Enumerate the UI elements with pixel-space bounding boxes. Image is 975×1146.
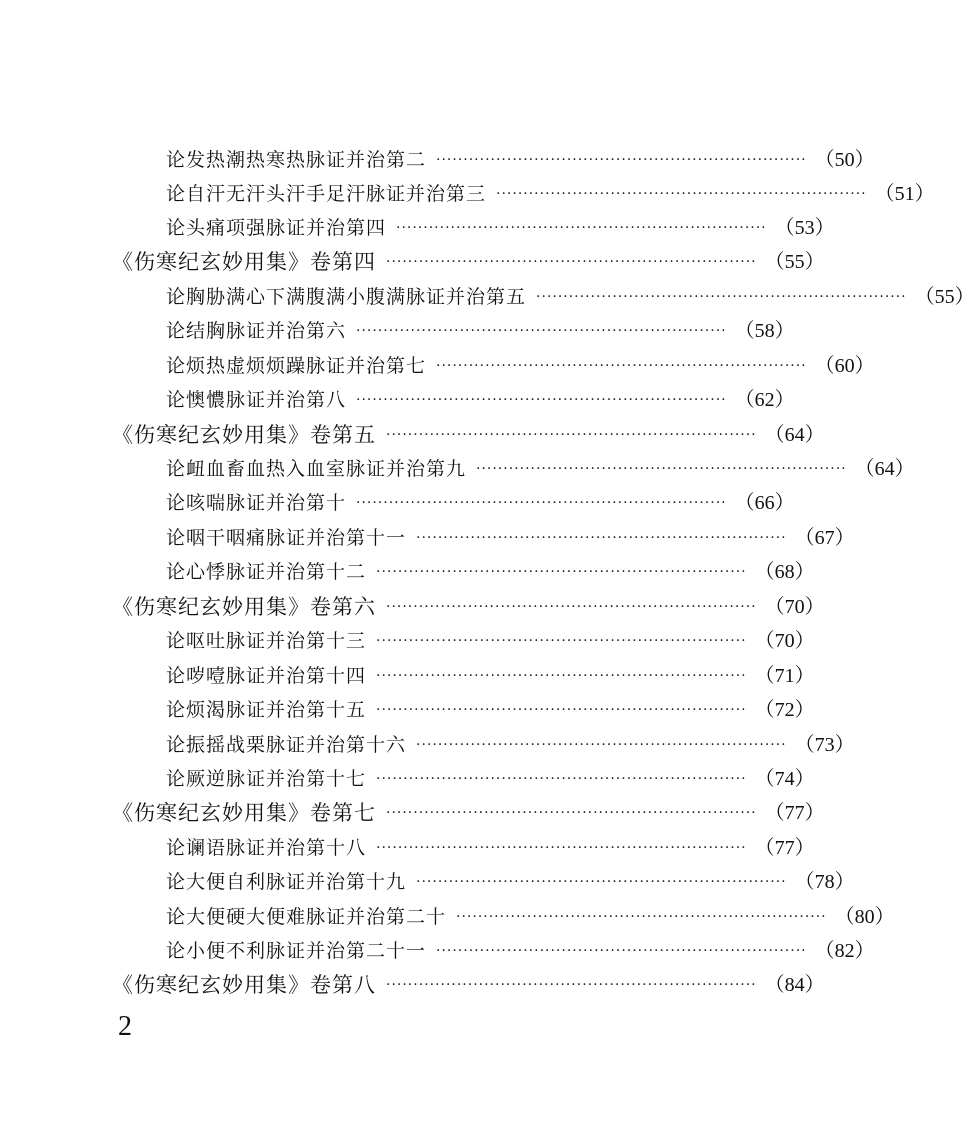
toc-entry-page: （70） [754, 630, 815, 652]
dot-leader: ···································································· [376, 771, 747, 787]
dot-leader: ···································································· [376, 702, 747, 718]
dot-leader: ···································································· [376, 840, 747, 856]
toc-entry-page: （55） [914, 286, 975, 308]
toc-entry-title: 论大便硬大便难脉证并治第二十 [166, 906, 447, 928]
toc-entry-page: （68） [754, 561, 815, 583]
toc-entry-page: （53） [774, 217, 835, 239]
dot-leader: ···································································· [356, 495, 727, 511]
dot-leader: ···································································· [396, 220, 767, 236]
toc-entry[interactable] [166, 280, 975, 314]
toc-entry[interactable] [166, 211, 835, 245]
toc-entry[interactable] [166, 314, 795, 348]
toc-volume-title: 《伤寒纪玄妙用集》卷第五 [112, 423, 376, 447]
dot-leader: ···································································· [356, 323, 727, 339]
toc-entry-page: （64） [764, 424, 825, 446]
toc-entry[interactable] [166, 728, 855, 762]
toc-entry-title: 论呕吐脉证并治第十三 [166, 630, 367, 652]
toc-entry-title: 论发热潮热寒热脉证并治第二 [166, 149, 427, 171]
toc-entry-page: （78） [794, 871, 855, 893]
dot-leader: ···································································· [436, 943, 807, 959]
toc-entry[interactable] [166, 555, 815, 589]
dot-leader: ···································································· [476, 461, 847, 477]
toc-entry[interactable] [166, 693, 815, 727]
toc-entry[interactable] [166, 452, 915, 486]
toc-volume-entry[interactable] [112, 796, 825, 830]
toc-entry-page: （58） [734, 320, 795, 342]
toc-entry-page: （64） [854, 458, 915, 480]
toc-volume-title: 《伤寒纪玄妙用集》卷第七 [112, 801, 376, 825]
toc-volume-title: 《伤寒纪玄妙用集》卷第六 [112, 595, 376, 619]
toc-entry-page: （82） [814, 940, 875, 962]
toc-entry-title: 论心悸脉证并治第十二 [166, 561, 367, 583]
toc-entry-title: 论咽干咽痛脉证并治第十一 [166, 527, 407, 549]
dot-leader: ···································································· [416, 530, 787, 546]
dot-leader: ···································································· [416, 874, 787, 890]
toc-entry-title: 论懊憹脉证并治第八 [166, 389, 347, 411]
toc-entry[interactable] [166, 900, 895, 934]
toc-volume-entry[interactable] [112, 968, 825, 1002]
dot-leader: ···································································· [386, 805, 757, 821]
toc-entry-title: 论谰语脉证并治第十八 [166, 837, 367, 859]
toc-entry-title: 论自汗无汗头汗手足汗脉证并治第三 [166, 183, 487, 205]
toc-entry-page: （55） [764, 251, 825, 273]
toc-volume-entry[interactable] [112, 245, 825, 279]
toc-entry-title: 论衄血畜血热入血室脉证并治第九 [166, 458, 467, 480]
toc-entry-title: 论大便自利脉证并治第十九 [166, 871, 407, 893]
toc-entry-title: 论振摇战栗脉证并治第十六 [166, 734, 407, 756]
dot-leader: ···································································· [386, 599, 757, 615]
toc-entry[interactable] [166, 659, 815, 693]
toc-entry-title: 论哕噎脉证并治第十四 [166, 665, 367, 687]
toc-entry[interactable] [166, 831, 815, 865]
toc-entry-page: （77） [754, 837, 815, 859]
toc-entry-title: 论结胸脉证并治第六 [166, 320, 347, 342]
toc-volume-title: 《伤寒纪玄妙用集》卷第八 [112, 973, 376, 997]
toc-entry[interactable] [166, 624, 815, 658]
dot-leader: ···································································· [376, 668, 747, 684]
toc-entry[interactable] [166, 521, 855, 555]
toc-entry[interactable] [166, 349, 875, 383]
toc-volume-entry[interactable] [112, 590, 825, 624]
toc-entry-title: 论胸胁满心下满腹满小腹满脉证并治第五 [166, 286, 527, 308]
dot-leader: ···································································· [456, 909, 827, 925]
toc-volume-entry[interactable] [112, 418, 825, 452]
toc-entry[interactable] [166, 762, 815, 796]
toc-volume-title: 《伤寒纪玄妙用集》卷第四 [112, 250, 376, 274]
toc-entry[interactable] [166, 383, 795, 417]
toc-entry-title: 论头痛项强脉证并治第四 [166, 217, 387, 239]
toc-entry[interactable] [166, 486, 795, 520]
toc-entry[interactable] [166, 934, 875, 968]
toc-entry[interactable] [166, 143, 875, 177]
toc-entry-page: （67） [794, 527, 855, 549]
dot-leader: ···································································· [416, 737, 787, 753]
toc-entry-page: （84） [764, 974, 825, 996]
toc-entry-title: 论烦热虚烦烦躁脉证并治第七 [166, 355, 427, 377]
toc-entry-page: （71） [754, 665, 815, 687]
dot-leader: ···································································· [536, 289, 907, 305]
toc-entry-page: （50） [814, 149, 875, 171]
toc-entry-title: 论厥逆脉证并治第十七 [166, 768, 367, 790]
dot-leader: ···································································· [386, 427, 757, 443]
dot-leader: ···································································· [376, 564, 747, 580]
toc-entry-page: （72） [754, 699, 815, 721]
toc-entry-page: （73） [794, 734, 855, 756]
dot-leader: ···································································· [386, 977, 757, 993]
dot-leader: ···································································· [496, 186, 867, 202]
toc-entry-page: （74） [754, 768, 815, 790]
toc-entry-title: 论小便不利脉证并治第二十一 [166, 940, 427, 962]
toc-entry[interactable] [166, 177, 935, 211]
page-number: 2 [118, 1011, 132, 1042]
toc-entry-page: （66） [734, 492, 795, 514]
toc-entry[interactable] [166, 865, 855, 899]
dot-leader: ···································································· [436, 152, 807, 168]
dot-leader: ···································································· [386, 254, 757, 270]
dot-leader: ···································································· [376, 633, 747, 649]
toc-entry-page: （77） [764, 802, 825, 824]
dot-leader: ···································································· [436, 358, 807, 374]
toc-entry-page: （70） [764, 596, 825, 618]
toc-entry-title: 论烦渴脉证并治第十五 [166, 699, 367, 721]
toc-entry-page: （51） [874, 183, 935, 205]
toc-entry-page: （62） [734, 389, 795, 411]
toc-entry-title: 论咳喘脉证并治第十 [166, 492, 347, 514]
toc-entry-page: （60） [814, 355, 875, 377]
dot-leader: ···································································· [356, 392, 727, 408]
toc-entry-page: （80） [834, 906, 895, 928]
